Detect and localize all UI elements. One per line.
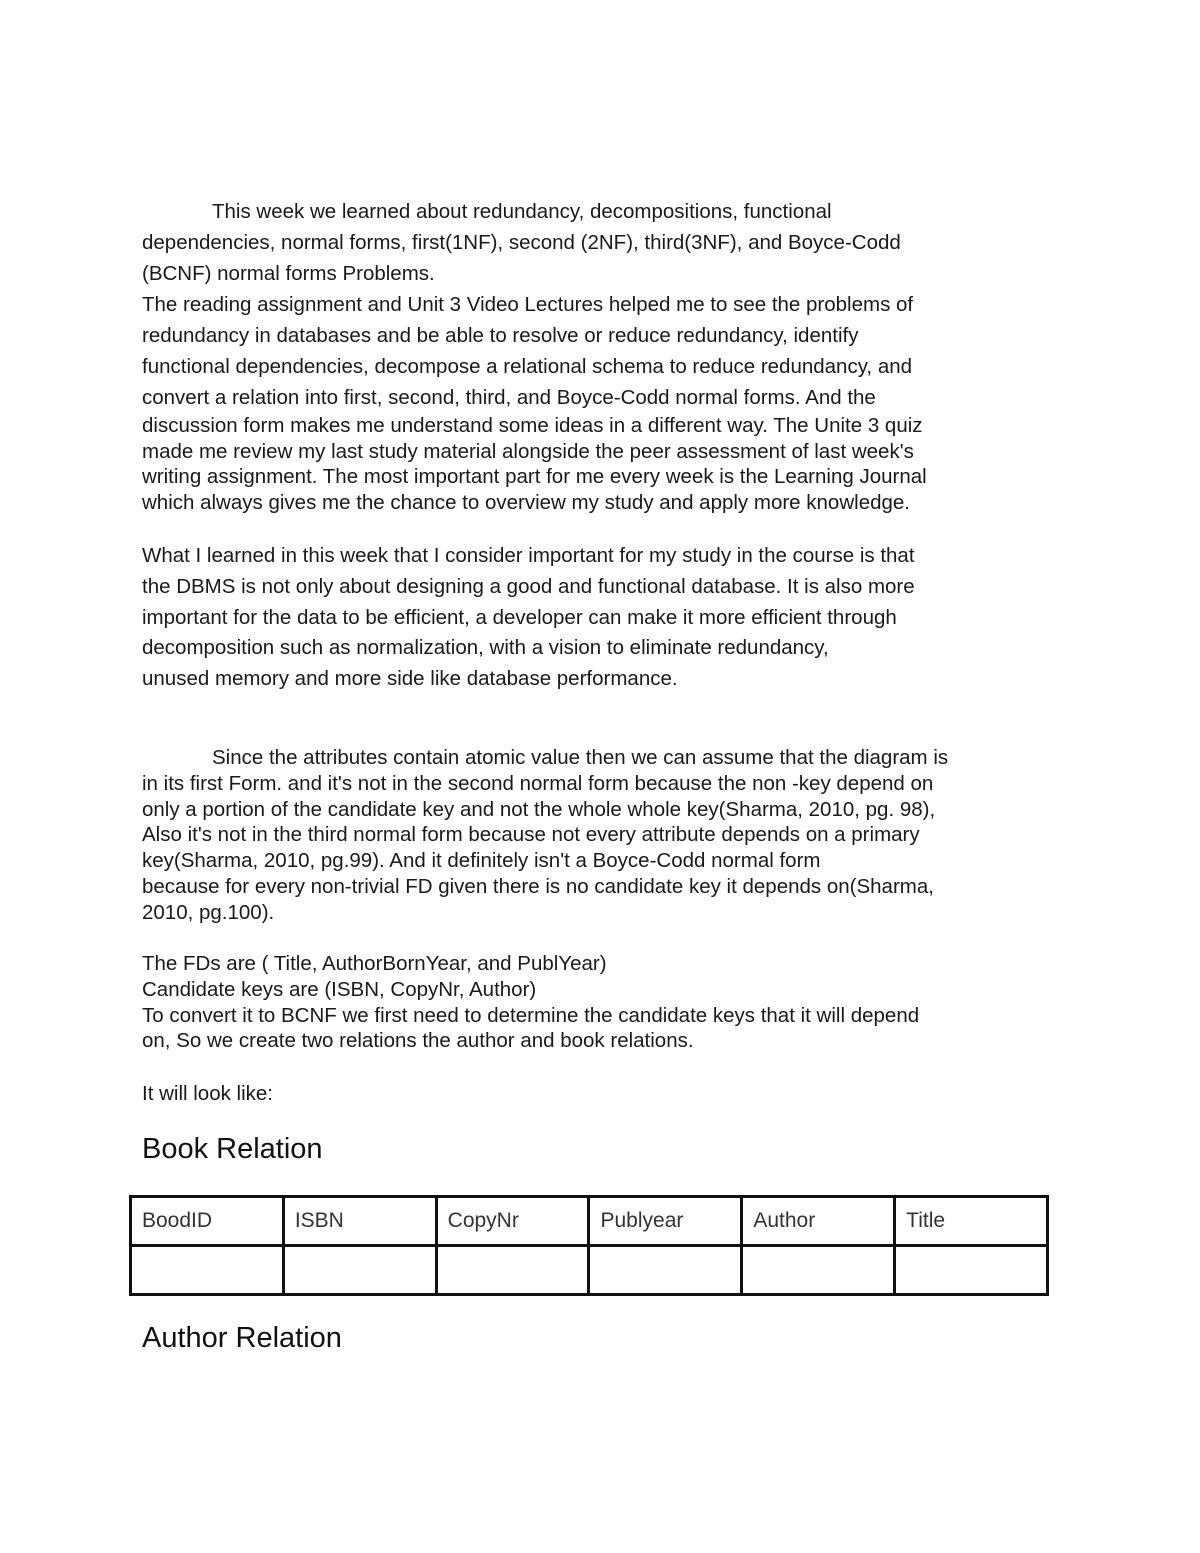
- table-header-cell: Title: [895, 1197, 1048, 1246]
- intro-line: This week we learned about redundancy, decompositions, functional: [212, 200, 832, 223]
- intro-line: made me review my last study material alongside the peer assessment of last week's: [142, 439, 914, 463]
- look-like-text: It will look like:: [142, 1082, 274, 1105]
- analysis-line: in its first Form. and it's not in the second normal form because the non -key depend on: [142, 771, 934, 795]
- fds-section: [142, 951, 1072, 1054]
- book-relation-table: [129, 1195, 1049, 1296]
- table-header-cell: Publyear: [589, 1197, 742, 1246]
- learned-section: [142, 541, 1072, 695]
- fds-line: Candidate keys are (ISBN, CopyNr, Author): [142, 977, 537, 1001]
- table-header-cell: ISBN: [283, 1197, 436, 1246]
- table-cell: [895, 1246, 1048, 1295]
- learned-line: important for the data to be efficient, a developer can make it more efficient through: [142, 605, 897, 629]
- fds-line: on, So we create two relations the author and book relations.: [142, 1029, 694, 1053]
- fds-line: To convert it to BCNF we first need to determine the candidate keys that it will depend: [142, 1003, 920, 1027]
- intro-line: convert a relation into first, second, third, and Boyce-Codd normal forms. And the: [142, 386, 876, 409]
- table-cell: [131, 1246, 284, 1295]
- learned-line: What I learned in this week that I consider important for my study in the course is that: [142, 544, 915, 567]
- table-cell: [436, 1246, 589, 1295]
- table-header-row: [131, 1197, 1048, 1246]
- book-relation-heading: Book Relation: [142, 1133, 323, 1165]
- intro-line: discussion form makes me understand some ideas in a different way. The Unite 3 quiz: [142, 414, 923, 437]
- learned-line: decomposition such as normalization, with a vision to eliminate redundancy,: [142, 636, 829, 660]
- table-header-cell: BoodID: [131, 1197, 284, 1246]
- table-header-cell: Author: [742, 1197, 895, 1246]
- learned-line: the DBMS is not only about designing a good and functional database. It is also more: [142, 574, 915, 598]
- learned-line: unused memory and more side like database performance.: [142, 667, 678, 691]
- analysis-section: [142, 745, 1072, 926]
- table-row: [131, 1246, 1048, 1295]
- analysis-line: 2010, pg.100).: [142, 900, 275, 924]
- analysis-line: because for every non-trivial FD given there is no candidate key it depends on(Sharma,: [142, 874, 934, 898]
- author-relation-heading: Author Relation: [142, 1322, 342, 1354]
- table-cell: [589, 1246, 742, 1295]
- intro-line: dependencies, normal forms, first(1NF), second (2NF), third(3NF), and Boyce-Codd: [142, 231, 901, 254]
- table-cell: [283, 1246, 436, 1295]
- intro-line: which always gives me the chance to overview my study and apply more knowledge.: [142, 490, 910, 514]
- table-cell: [742, 1246, 895, 1295]
- fds-line: The FDs are ( Title, AuthorBornYear, and PublYear): [142, 952, 607, 975]
- look-like-section: [142, 1081, 1072, 1107]
- intro-line: redundancy in databases and be able to resolve or reduce redundancy, identify: [142, 324, 859, 347]
- analysis-line: Since the attributes contain atomic value then we can assume that the diagram is: [212, 746, 949, 769]
- analysis-line: only a portion of the candidate key and not the whole whole key(Sharma, 2010, pg. 98),: [142, 797, 936, 821]
- intro-section: [142, 196, 1072, 515]
- intro-line: writing assignment. The most important part for me every week is the Learning Journal: [142, 465, 927, 488]
- table-header-cell: CopyNr: [436, 1197, 589, 1246]
- intro-line: (BCNF) normal forms Problems.: [142, 262, 435, 285]
- analysis-line: Also it's not in the third normal form because not every attribute depends on a primary: [142, 823, 920, 847]
- intro-line: functional dependencies, decompose a relational schema to reduce redundancy, and: [142, 355, 913, 378]
- intro-dense-lines: [142, 413, 1072, 515]
- intro-line: The reading assignment and Unit 3 Video Lectures helped me to see the problems of: [142, 293, 914, 316]
- analysis-line: key(Sharma, 2010, pg.99). And it definitely isn't a Boyce-Codd normal form: [142, 849, 821, 873]
